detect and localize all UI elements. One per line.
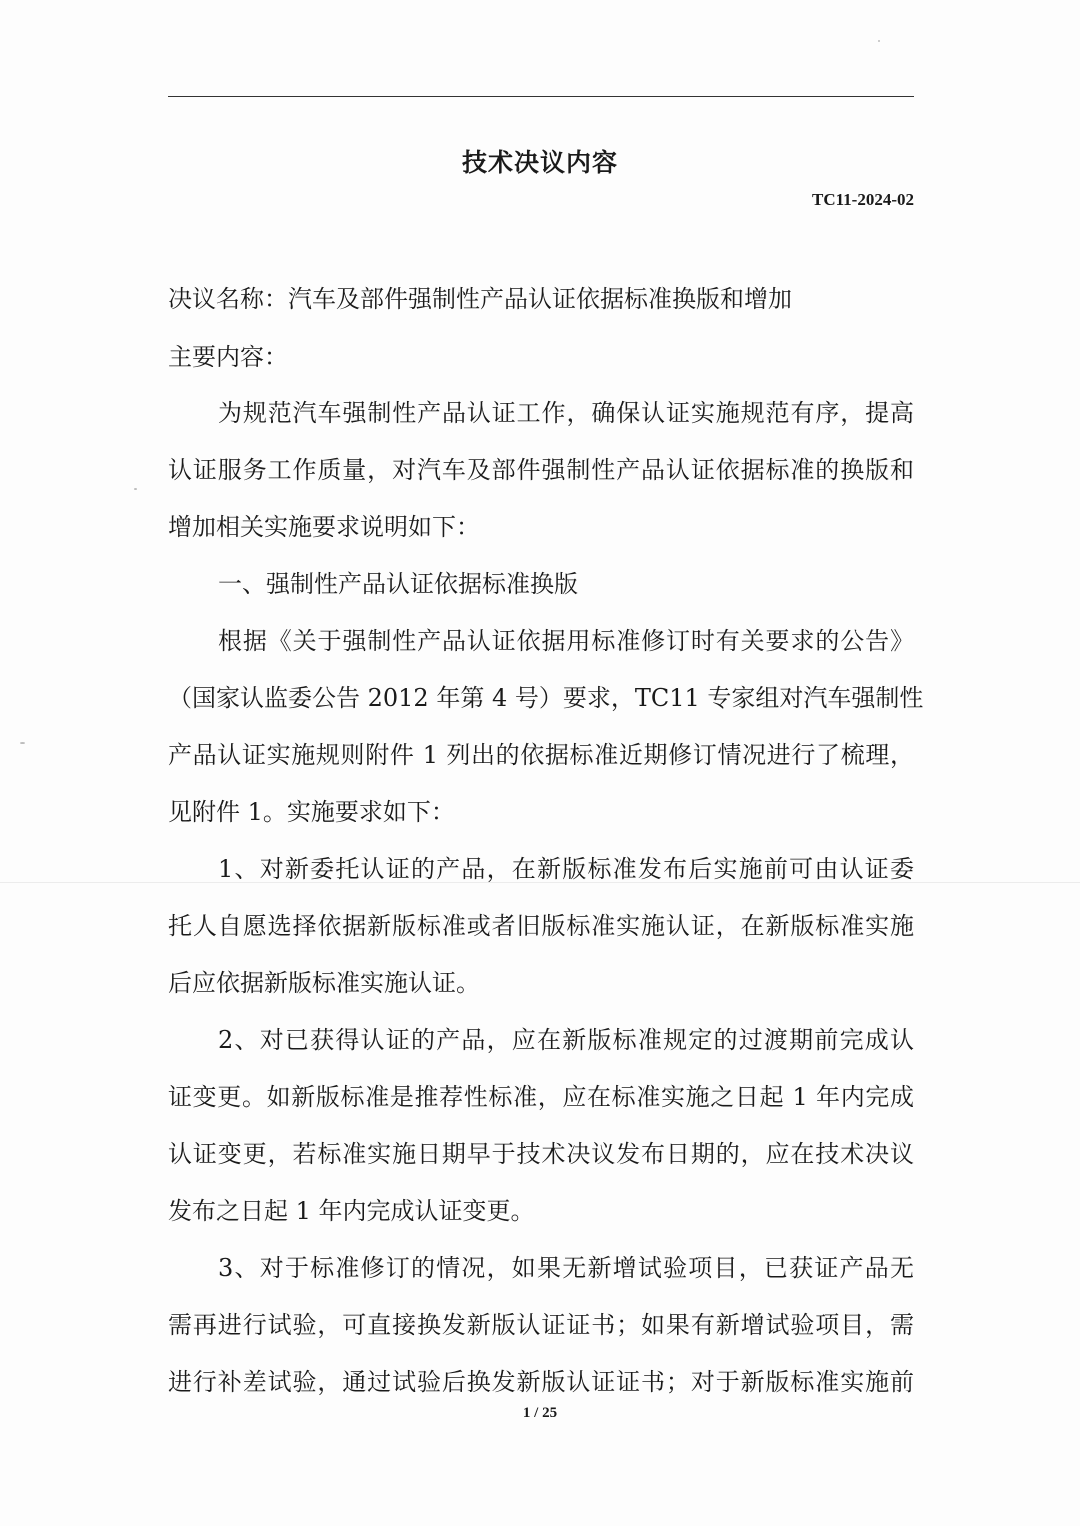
body-line: 认证变更，若标准实施日期早于技术决议发布日期的，应在技术决议 xyxy=(168,1140,914,1168)
document-title: 技术决议内容 xyxy=(461,148,618,177)
header-rule xyxy=(168,96,914,97)
body-line: 认证服务工作质量，对汽车及部件强制性产品认证依据标准的换版和 xyxy=(168,456,914,484)
body-line: （国家认监委公告 2012 年第 4 号）要求，TC11 专家组对汽车强制性 xyxy=(168,684,924,712)
scan-speck xyxy=(878,40,880,42)
body-line: 根据《关于强制性产品认证依据用标准修订时有关要求的公告》 xyxy=(218,627,914,655)
body-line: 1、对新委托认证的产品，在新版标准发布后实施前可由认证委 xyxy=(218,855,914,883)
body-line: 托人自愿选择依据新版标准或者旧版标准实施认证，在新版标准实施 xyxy=(168,912,914,940)
body-line: 需再进行试验，可直接换发新版认证证书；如果有新增试验项目，需 xyxy=(168,1311,914,1339)
body-line: 发布之日起 1 年内完成认证变更。 xyxy=(168,1197,535,1225)
page-number: 1 / 25 xyxy=(522,1405,558,1421)
document-number: TC11-2024-02 xyxy=(812,190,914,209)
body-line: 产品认证实施规则附件 1 列出的依据标准近期修订情况进行了梳理， xyxy=(168,741,914,769)
main-content-label: 主要内容： xyxy=(168,343,288,371)
scan-speck xyxy=(134,488,137,490)
body-line: 增加相关实施要求说明如下： xyxy=(168,513,480,541)
section-heading: 一、强制性产品认证依据标准换版 xyxy=(218,570,578,598)
body-line: 后应依据新版标准实施认证。 xyxy=(168,969,480,997)
body-line: 进行补差试验，通过试验后换发新版认证证书；对于新版标准实施前 xyxy=(168,1368,914,1396)
body-line: 2、对已获得认证的产品，应在新版标准规定的过渡期前完成认 xyxy=(218,1026,914,1054)
body-line: 证变更。如新版标准是推荐性标准，应在标准实施之日起 1 年内完成 xyxy=(168,1083,914,1111)
scan-speck xyxy=(20,742,25,744)
body-line: 为规范汽车强制性产品认证工作，确保认证实施规范有序，提高 xyxy=(218,399,914,427)
resolution-name: 决议名称：汽车及部件强制性产品认证依据标准换版和增加 xyxy=(168,285,792,313)
body-line: 3、对于标准修订的情况，如果无新增试验项目，已获证产品无 xyxy=(218,1254,914,1282)
body-line: 见附件 1。实施要求如下： xyxy=(168,798,455,826)
